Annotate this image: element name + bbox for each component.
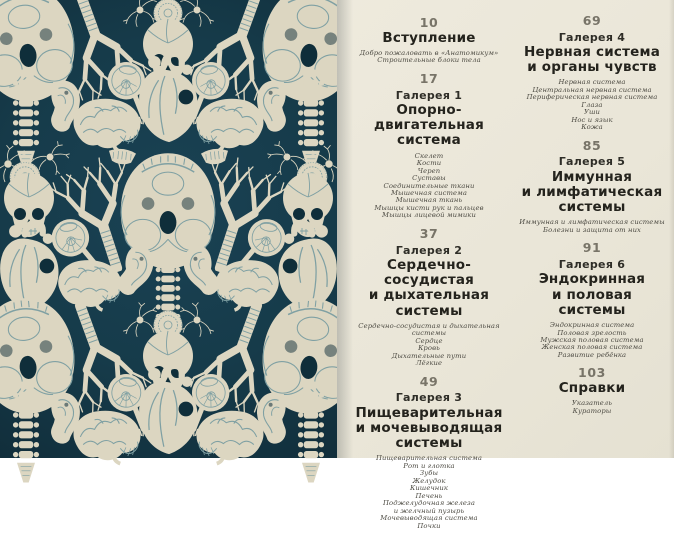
toc-page-number: 103	[578, 365, 606, 381]
toc-subitems	[345, 153, 513, 220]
jaw-icon	[108, 148, 137, 166]
toc-column-left	[345, 0, 513, 537]
toc-subitem: Болезни и защита от них	[543, 225, 641, 234]
toc-title-line: и половая системы	[551, 286, 633, 318]
toc-subitem: Скелет	[414, 151, 444, 160]
toc-subitem: и желчный пузырь	[393, 506, 465, 515]
toc-subitem: Иммунная и лимфатическая системы	[519, 218, 665, 227]
toc-title-line: система	[397, 132, 461, 149]
toc-subitem: Центральная нервная система	[532, 85, 652, 94]
toc-entry	[345, 375, 513, 530]
toc-page-number: 69	[582, 13, 602, 28]
toc-subitems	[345, 455, 513, 530]
toc-subitem: Развитие ребёнка	[557, 350, 627, 359]
neuron-icon	[180, 303, 214, 337]
toc-entry	[517, 366, 667, 415]
left-page	[0, 0, 337, 458]
toc-subitem: Кожа	[581, 123, 603, 132]
toc-subitem: Добро пожаловать в «Анатомикум»	[359, 49, 499, 57]
toc-subitems	[345, 50, 513, 65]
toc-page-number: 91	[582, 240, 602, 256]
toc-subitem: Сердце	[415, 336, 443, 345]
toc-subitem: Мышцы кисти рук и пальцев	[374, 203, 484, 212]
toc-title-line: Пищеварительная	[355, 404, 503, 421]
toc-entry	[517, 241, 667, 359]
brain-icon	[197, 99, 264, 152]
toc-title-line: Опорно-двигательная	[374, 101, 484, 134]
toc-subitem: Строительные блоки тела	[377, 56, 481, 65]
toc-subitem: Нервная система	[558, 78, 626, 87]
toc-subitem: Кости	[416, 159, 442, 168]
brain-icon	[74, 99, 141, 152]
toc-subitem: Мышечная система	[390, 188, 468, 197]
toc-title	[345, 406, 513, 452]
anatomical-pattern-illustration	[0, 0, 337, 458]
toc-entry	[345, 16, 513, 65]
toc-subitem: Периферическая нервная система	[526, 93, 658, 102]
toc-gallery-label: Галерея 4	[558, 30, 626, 44]
toc-subitem: Суставы	[412, 174, 446, 183]
toc-subitem: Соединительные ткани	[383, 181, 475, 190]
toc-subitem: Мужская половая система	[540, 335, 644, 344]
toc-page-number: 49	[419, 373, 439, 389]
toc-subitem: Женская половая система	[541, 343, 643, 352]
right-page-table-of-contents	[337, 0, 674, 530]
toc-subitem: Половая зрелость	[557, 328, 627, 337]
toc-title-line: системы	[558, 199, 626, 216]
toc-subitem: Сердечно-сосудистая и дыхательная системы	[358, 321, 500, 338]
toc-title-line: и лимфатическая	[521, 183, 663, 200]
toc-gallery-label: Галерея 5	[558, 155, 626, 169]
spine-icon	[13, 381, 39, 482]
toc-subitem: Кишечник	[409, 484, 449, 493]
brain-icon	[58, 260, 121, 310]
neuron-icon	[123, 303, 157, 337]
toc-subitem: Пищеварительная система	[376, 454, 482, 463]
toc-subitem: Дыхательные пути	[391, 351, 467, 360]
toc-title-line: и органы чувств	[527, 59, 657, 76]
toc-subitem: Зубы	[419, 469, 439, 478]
toc-title-line: Иммунная	[551, 168, 633, 185]
toc-gallery-label: Галерея 1	[395, 88, 463, 102]
toc-title-line: Сердечно-сосудистая	[383, 256, 475, 289]
toc-gallery-label: Галерея 6	[558, 258, 626, 272]
toc-title-line: Вступление	[382, 29, 476, 46]
toc-subitem: Глаза	[581, 100, 603, 109]
neuron-icon	[123, 0, 157, 27]
toc-title-line: Эндокринная	[538, 271, 646, 288]
toc-title-line: и мочевыводящая системы	[355, 419, 503, 452]
toc-subitems	[345, 323, 513, 368]
toc-subitem: Кураторы	[572, 406, 612, 415]
toc-gallery-label: Галерея 2	[395, 243, 463, 257]
toc-subitem: Лёгкие	[415, 359, 443, 368]
toc-title	[517, 272, 667, 318]
toc-subitem: Мышцы лицевой мимики	[382, 211, 476, 220]
toc-title-line: Нервная система	[523, 43, 661, 60]
brain-icon	[197, 411, 264, 464]
toc-gallery-label: Галерея 3	[395, 391, 463, 405]
toc-page-number: 10	[419, 15, 439, 30]
toc-column-right	[517, 0, 667, 422]
toc-subitems	[517, 322, 667, 359]
toc-subitems	[517, 400, 667, 415]
toc-subitem: Нос и язык	[571, 115, 613, 124]
toc-title	[517, 45, 667, 76]
brain-icon	[74, 411, 141, 464]
toc-page-number: 37	[419, 225, 439, 241]
toc-subitem: Мочевыводящая система	[380, 514, 478, 523]
toc-entry	[517, 14, 667, 132]
toc-title	[345, 31, 513, 46]
toc-subitem: Мышечная ткань	[395, 196, 463, 205]
toc-subitem: Уши	[583, 108, 601, 117]
toc-title	[517, 381, 667, 396]
toc-title-line: и дыхательная системы	[368, 287, 490, 319]
toc-subitem: Эндокринная система	[549, 321, 635, 330]
toc-entry	[345, 72, 513, 220]
toc-subitems	[517, 219, 667, 234]
toc-title	[517, 170, 667, 216]
toc-entry	[345, 227, 513, 368]
toc-subitem: Череп	[417, 166, 441, 175]
neuron-icon	[180, 0, 214, 27]
toc-page-number: 17	[419, 70, 439, 86]
toc-page-number: 85	[582, 137, 602, 153]
toc-subitem: Поджелудочная железа	[382, 499, 476, 508]
toc-subitem: Печень	[415, 491, 443, 500]
spine-icon	[298, 381, 324, 482]
toc-subitem: Рот и глотка	[403, 461, 455, 470]
brain-icon	[215, 260, 278, 310]
toc-entry	[517, 139, 667, 235]
toc-subitem: Указатель	[571, 399, 613, 408]
toc-title	[345, 258, 513, 319]
toc-title	[345, 103, 513, 149]
toc-title-line: Справки	[558, 380, 626, 397]
page-edge-shade	[669, 0, 674, 458]
jaw-icon	[201, 148, 230, 166]
toc-subitems	[517, 79, 667, 131]
toc-subitem: Почки	[417, 521, 441, 530]
toc-subitem: Желудок	[412, 476, 446, 485]
toc-subitem: Кровь	[418, 344, 440, 353]
